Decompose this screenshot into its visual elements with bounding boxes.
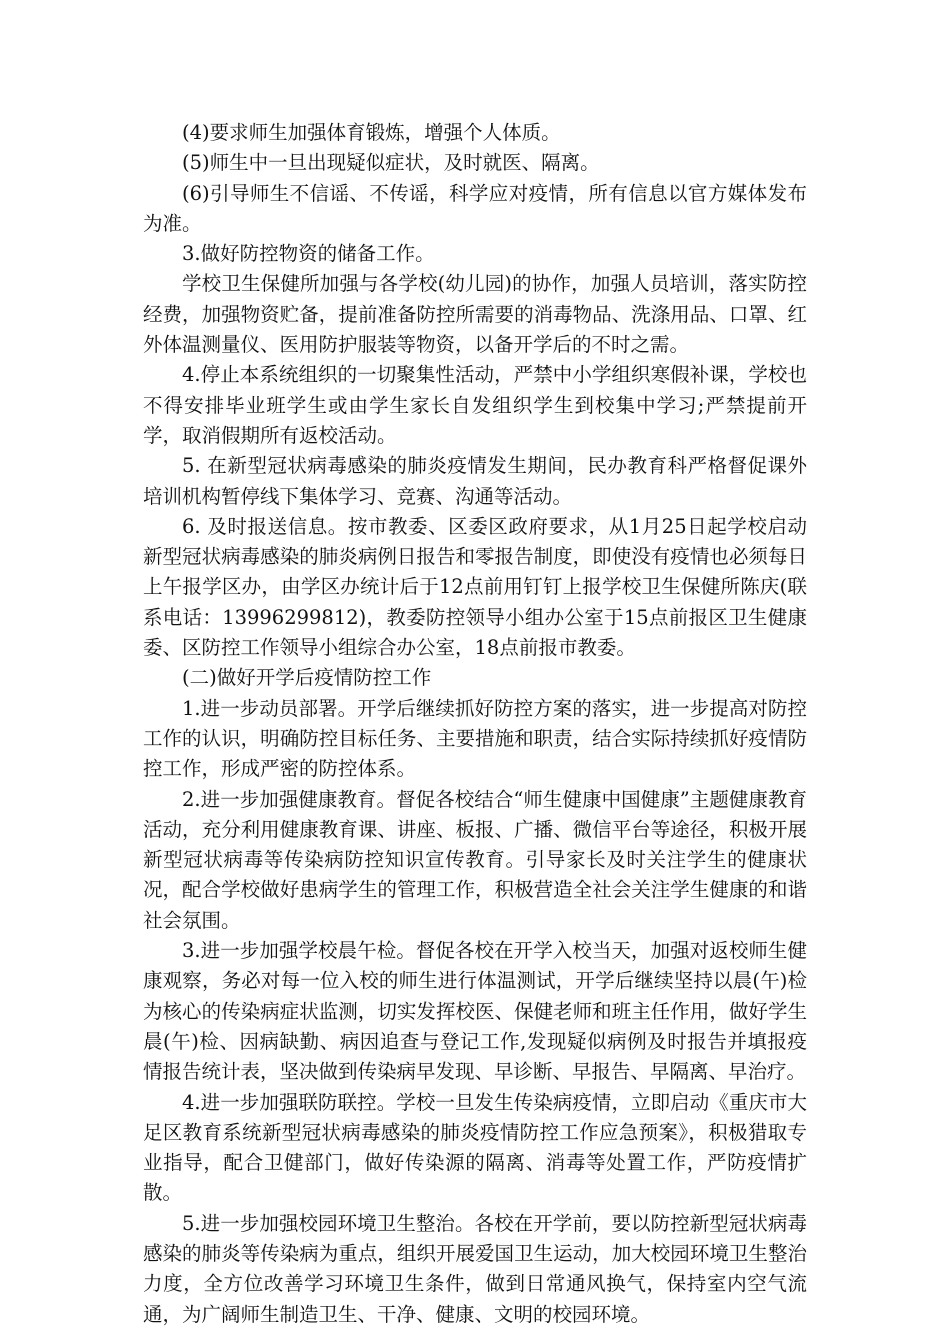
paragraph-item-4: (4)要求师生加强体育锻炼，增强个人体质。 [182, 121, 561, 144]
paragraph-mobilization: 1.进一步动员部署。开学后继续抓好防控方案的落实，进一步提高对防控工作的认识，明确防控目标任务、主要措施和职责，结合实际持续抓好疫情防控工作，形成严密的防控体系。 [143, 696, 807, 781]
paragraph-campus-environment: 5.进一步加强校园环境卫生整治。各校在开学前，要以防控新型冠状病毒感染的肺炎等传染病为重点，组织开展爱国卫生运动，加大校园环境卫生整治力度，全方位改善学习环境卫生条件，做到日常通风换气，保持室内空气流通，为广阔师生制造卫生、干净、健康、文明的校园环境。 [143, 1211, 807, 1326]
section-heading-after-opening: (二)做好开学后疫情防控工作 [182, 666, 432, 690]
paragraph-item-6: (6)引导师生不信谣、不传谣，科学应对疫情，所有信息以官方媒体发布为准。 [143, 181, 807, 235]
paragraph-item-5: (5)师生中一旦出现疑似症状，及时就医、隔离。 [182, 151, 600, 175]
paragraph-supplies: 学校卫生保健所加强与各学校(幼儿园)的协作，加强人员培训，落实防控经费，加强物资贮备，提前准备防控所需要的消毒物品、洗涤用品、口罩、红外体温测量仪、医用防护服装等物资，以备开学后的不时之需。 [143, 272, 807, 357]
document-body [143, 118, 807, 1330]
paragraph-morning-check: 3.进一步加强学校晨午检。督促各校在开学入校当天，加强对返校师生健康观察，务必对每一位入校的师生进行体温测试，开学后继续坚持以晨(午)检为核心的传染病症状监测，切实发挥校医、保健老师和班主任作用，做好学生晨(午)检、因病缺勤、病因追查与登记工作,发现疑似病例及时报告并填报疫情报告统计表，坚决做到传染病早发现、早诊断、早报告、早隔离、早治疗。 [143, 939, 807, 1084]
paragraph-joint-prevention: 4.进一步加强联防联控。学校一旦发生传染病疫情，立即启动《重庆市大足区教育系统新型冠状病毒感染的肺炎疫情防控工作应急预案》，积极猎取专业指导，配合卫健部门，做好传染源的隔离、消毒等处置工作，严防疫情扩散。 [143, 1090, 807, 1205]
paragraph-health-education: 2.进一步加强健康教育。督促各校结合“师生健康中国健康”主题健康教育活动，充分利用健康教育课、讲座、板报、广播、微信平台等途径，积极开展新型冠状病毒等传染病防控知识宣传教育。引导家长及时关注学生的健康状况，配合学校做好患病学生的管理工作，积极营造全社会关注学生健康的和谐社会氛围。 [143, 787, 807, 932]
paragraph-reporting: 6. 及时报送信息。按市教委、区委区政府要求，从1月25日起学校启动新型冠状病毒感染的肺炎病例日报告和零报告制度，即使没有疫情也必须每日上午报学区办，由学区办统计后于12点前用钉钉上报学校卫生保健所陈庆(联系电话：13996299812)，教委防控领导小组办公室于15点前报区卫生健康委、区防控工作领导小组综合办公室，18点前报市教委。 [143, 514, 807, 660]
section-heading-supplies: 3.做好防控物资的储备工作。 [182, 242, 435, 266]
paragraph-private-education: 5. 在新型冠状病毒感染的肺炎疫情发生期间，民办教育科严格督促课外培训机构暂停线下集体学习、竞赛、沟通等活动。 [143, 454, 807, 508]
paragraph-stop-gatherings: 4.停止本系统组织的一切聚集性活动，严禁中小学组织寒假补课，学校也不得安排毕业班学生或由学生家长自发组织学生到校集中学习;严禁提前开学，取消假期所有返校活动。 [143, 363, 807, 447]
